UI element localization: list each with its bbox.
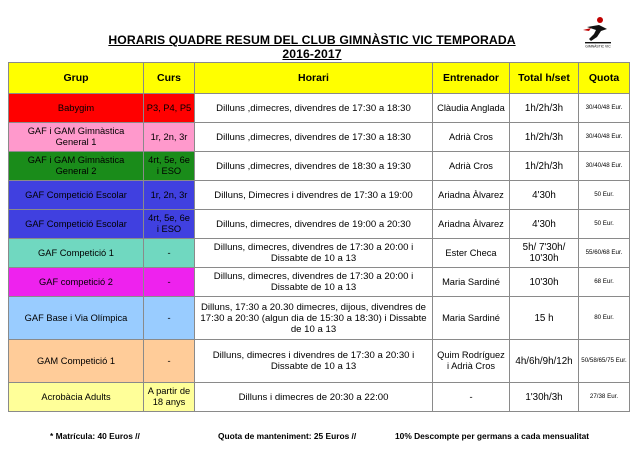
cell-curs: 4rt, 5e, 6e i ESO	[144, 210, 195, 239]
cell-total: 4h/6h/9h/12h	[510, 340, 579, 383]
header-grup: Grup	[9, 63, 144, 94]
cell-quota: 50 Eur.	[579, 181, 630, 210]
cell-total: 1h/2h/3h	[510, 94, 579, 123]
cell-curs: 1r, 2n, 3r	[144, 181, 195, 210]
header-row	[9, 63, 630, 94]
cell-total: 4'30h	[510, 210, 579, 239]
cell-total: 10'30h	[510, 268, 579, 297]
cell-entrenador: Quim Rodríguez i Adrià Cros	[433, 340, 510, 383]
cell-curs: -	[144, 239, 195, 268]
cell-grup: GAF Base i Via Olímpica	[9, 297, 144, 340]
cell-entrenador: Ariadna Àlvarez	[433, 181, 510, 210]
cell-quota: 30/40/48 Eur.	[579, 94, 630, 123]
cell-grup: GAF Competició 1	[9, 239, 144, 268]
cell-curs: P3, P4, P5	[144, 94, 195, 123]
page-title: HORARIS QUADRE RESUM DEL CLUB GIMNÀSTIC VIC TEMPORADA 2016-2017	[108, 33, 516, 61]
cell-grup: Babygim	[9, 94, 144, 123]
footer-manteniment: Quota de manteniment: 25 Euros //	[218, 431, 357, 441]
cell-total: 15 h	[510, 297, 579, 340]
cell-quota: 30/40/48 Eur.	[579, 123, 630, 152]
cell-horari: Dilluns i dimecres de 20:30 a 22:00	[195, 383, 433, 412]
table-row	[9, 181, 630, 210]
cell-quota: 68 Eur.	[579, 268, 630, 297]
cell-horari: Dilluns, dimecres, divendres de 17:30 a 20:00 i Dissabte de 10 a 13	[195, 239, 433, 268]
table-row	[9, 123, 630, 152]
cell-quota: 55/60/68 Eur.	[579, 239, 630, 268]
cell-entrenador: -	[433, 383, 510, 412]
cell-horari: Dilluns, 17:30 a 20.30 dimecres, dijous, divendres de 17:30 a 20:30 (algun dia de 15:30 a 18:30) i Dissabte de 10 a 13	[195, 297, 433, 340]
schedule-table	[8, 62, 630, 412]
cell-horari: Dilluns, Dimecres i divendres de 17:30 a 19:00	[195, 181, 433, 210]
cell-horari: Dilluns ,dimecres, divendres de 17:30 a 18:30	[195, 123, 433, 152]
cell-quota: 27/38 Eur.	[579, 383, 630, 412]
table-row	[9, 152, 630, 181]
cell-curs: -	[144, 268, 195, 297]
cell-curs: -	[144, 297, 195, 340]
cell-horari: Dilluns, dimecres i divendres de 17:30 a 20:30 i Dissabte de 10 a 13	[195, 340, 433, 383]
cell-entrenador: Maria Sardiné	[433, 297, 510, 340]
header-total: Total h/set	[510, 63, 579, 94]
cell-curs: A partir de 18 anys	[144, 383, 195, 412]
table-row	[9, 268, 630, 297]
cell-quota: 50 Eur.	[579, 210, 630, 239]
cell-horari: Dilluns ,dimecres, divendres de 18:30 a 19:30	[195, 152, 433, 181]
cell-grup: GAF Competició Escolar	[9, 181, 144, 210]
cell-grup: GAM Competició 1	[9, 340, 144, 383]
cell-quota: 80 Eur.	[579, 297, 630, 340]
cell-entrenador: Maria Sardiné	[433, 268, 510, 297]
cell-grup: GAF Competició Escolar	[9, 210, 144, 239]
cell-horari: Dilluns ,dimecres, divendres de 17:30 a 18:30	[195, 94, 433, 123]
footer-descompte: 10% Descompte per germans a cada mensualitat	[395, 431, 590, 441]
table-row	[9, 210, 630, 239]
cell-grup: GAF i GAM Gimnàstica General 2	[9, 152, 144, 181]
cell-entrenador: Adrià Cros	[433, 152, 510, 181]
table-row	[9, 239, 630, 268]
cell-quota: 30/40/48 Eur.	[579, 152, 630, 181]
cell-curs: 4rt, 5e, 6e i ESO	[144, 152, 195, 181]
cell-total: 5h/ 7'30h/ 10'30h	[510, 239, 579, 268]
cell-total: 4'30h	[510, 181, 579, 210]
cell-grup: GAF i GAM Gimnàstica General 1	[9, 123, 144, 152]
footer-matricula: * Matrícula: 40 Euros //	[50, 431, 140, 441]
cell-total: 1h/2h/3h	[510, 123, 579, 152]
gymnast-logo-icon	[579, 15, 617, 49]
table-row	[9, 340, 630, 383]
logo-text: GIMNÀSTIC VIC	[585, 44, 611, 49]
cell-quota: 50/58/65/75 Eur.	[579, 340, 630, 383]
cell-entrenador: Ester Checa	[433, 239, 510, 268]
cell-curs: 1r, 2n, 3r	[144, 123, 195, 152]
cell-total: 1h/2h/3h	[510, 152, 579, 181]
header-curs: Curs	[144, 63, 195, 94]
cell-entrenador: Adrià Cros	[433, 123, 510, 152]
table-row	[9, 383, 630, 412]
table-row	[9, 297, 630, 340]
cell-grup: GAF competició 2	[9, 268, 144, 297]
cell-horari: Dilluns, dimecres, divendres de 19:00 a 20:30	[195, 210, 433, 239]
header-horari: Horari	[195, 63, 433, 94]
header-entrenador: Entrenador	[433, 63, 510, 94]
cell-curs: -	[144, 340, 195, 383]
cell-entrenador: Clàudia Anglada	[433, 94, 510, 123]
table-row	[9, 94, 630, 123]
cell-total: 1'30h/3h	[510, 383, 579, 412]
cell-horari: Dilluns, dimecres, divendres de 17:30 a 20:00 i Dissabte de 10 a 13	[195, 268, 433, 297]
cell-entrenador: Ariadna Àlvarez	[433, 210, 510, 239]
cell-grup: Acrobàcia Adults	[9, 383, 144, 412]
header-quota: Quota	[579, 63, 630, 94]
